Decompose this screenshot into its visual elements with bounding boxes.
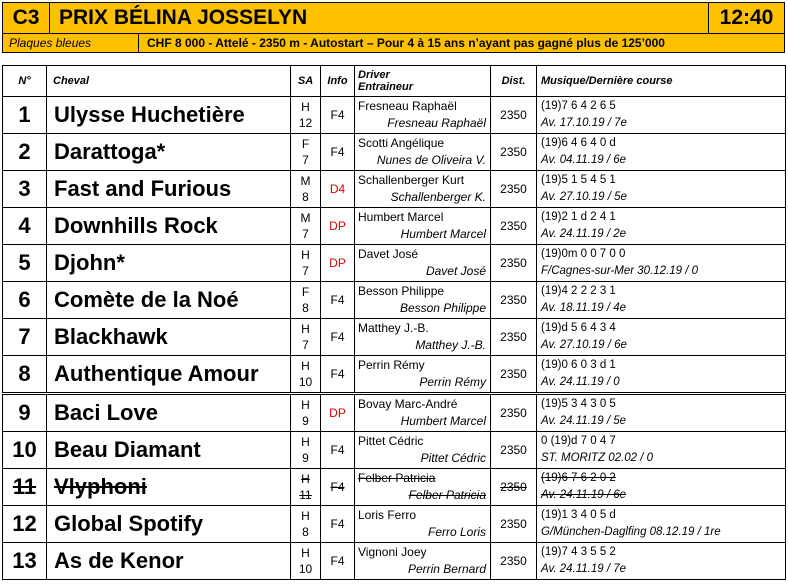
race-name: PRIX BÉLINA JOSSELYN — [59, 6, 308, 29]
horse-number: 4 — [3, 208, 47, 245]
music: 0 (19)d 7 0 4 7 — [541, 435, 616, 447]
horse-name: Baci Love — [47, 394, 291, 432]
horse-name: Downhills Rock — [47, 208, 291, 245]
horse-sex: F — [301, 285, 310, 299]
music: (19)d 5 6 4 3 4 — [541, 322, 616, 334]
driver-name: Schallenberger Kurt — [358, 173, 465, 187]
sex-age — [291, 282, 321, 319]
driver-name: Fresneau Raphaël — [358, 99, 457, 113]
trainer-name: Perrin Bernard — [407, 562, 486, 576]
music: (19)7 4 3 5 5 2 — [541, 546, 616, 558]
horse-sex: H — [301, 359, 310, 373]
table-row — [3, 97, 786, 134]
driver-trainer — [355, 506, 491, 543]
music: (19)0m 0 0 7 0 0 — [541, 248, 626, 260]
horse-name: Djohn* — [47, 245, 291, 282]
sex-age — [291, 245, 321, 282]
trainer-name: Besson Philippe — [399, 301, 486, 315]
driver-trainer — [355, 134, 491, 171]
horse-name: Beau Diamant — [47, 432, 291, 469]
trainer-name: Humbert Marcel — [400, 227, 486, 241]
driver-trainer — [355, 319, 491, 356]
driver-trainer — [355, 469, 491, 506]
horse-age: 9 — [302, 451, 309, 465]
music-last-race — [537, 134, 786, 171]
distance: 2350 — [491, 208, 537, 245]
music-last-race — [537, 543, 786, 580]
horse-sex: H — [301, 546, 310, 560]
table-row — [3, 394, 786, 432]
horse-number: 1 — [3, 97, 47, 134]
distance: 2350 — [491, 319, 537, 356]
race-time: 12:40 — [708, 3, 784, 33]
music-last-race — [537, 506, 786, 543]
music-last-race — [537, 469, 786, 506]
driver-name: Vignoni Joey — [358, 545, 427, 559]
music: (19)4 2 2 2 3 1 — [541, 285, 616, 297]
distance: 2350 — [491, 171, 537, 208]
horse-name: Fast and Furious — [47, 171, 291, 208]
horse-number: 2 — [3, 134, 47, 171]
table-row — [3, 469, 786, 506]
driver-name: Loris Ferro — [358, 508, 417, 522]
last-race: G/München-Daglfing 08.12.19 / 1re — [541, 526, 721, 538]
driver-trainer — [355, 171, 491, 208]
music: (19)6 4 6 4 0 d — [541, 137, 616, 149]
horse-number: 8 — [3, 356, 47, 394]
horse-age: 12 — [298, 116, 313, 130]
horse-age: 7 — [302, 227, 309, 241]
col-info: Info — [321, 66, 355, 97]
race-conditions: CHF 8 000 - Attelé - 2350 m - Autostart – Pour 4 à 15 ans n’ayant pas gagné plus de 125’000 — [138, 34, 665, 52]
music: (19)7 6 4 2 6 5 — [541, 100, 616, 112]
col-sa: SA — [291, 66, 321, 97]
last-race: Av. 24.11.19 / 0 — [541, 376, 620, 388]
col-num: N° — [3, 66, 47, 97]
table-row — [3, 319, 786, 356]
horse-sex: H — [301, 472, 310, 486]
trainer-name: Schallenberger K. — [390, 190, 486, 204]
driver-name: Besson Philippe — [358, 284, 445, 298]
last-race: Av. 24.11.19 / 5e — [541, 415, 627, 427]
music: (19)0 6 0 3 d 1 — [541, 359, 616, 371]
race-subheader — [2, 34, 785, 53]
horse-age: 7 — [302, 153, 309, 167]
driver-trainer — [355, 208, 491, 245]
sex-age — [291, 506, 321, 543]
driver-name: Scotti Angélique — [358, 136, 445, 150]
col-driver-trainer — [355, 66, 491, 97]
info-code: F4 — [321, 356, 355, 394]
distance: 2350 — [491, 282, 537, 319]
race-category: Plaques bleues — [9, 36, 92, 50]
info-code: F4 — [321, 469, 355, 506]
horse-age: 8 — [302, 190, 309, 204]
music-last-race — [537, 319, 786, 356]
music-last-race — [537, 356, 786, 394]
horse-name: Blackhawk — [47, 319, 291, 356]
trainer-name: Pittet Cédric — [420, 451, 486, 465]
horse-age: 11 — [299, 488, 312, 502]
horse-name: As de Kenor — [47, 543, 291, 580]
driver-trainer — [355, 432, 491, 469]
horse-number: 3 — [3, 171, 47, 208]
last-race: Av. 17.10.19 / 7e — [541, 117, 627, 129]
driver-name: Perrin Rémy — [358, 358, 425, 372]
driver-name: Felber Patricia — [358, 471, 436, 485]
horse-sex: H — [301, 248, 310, 262]
horse-sex: H — [301, 100, 310, 114]
sex-age — [291, 171, 321, 208]
distance: 2350 — [491, 394, 537, 432]
info-code: DP — [321, 394, 355, 432]
distance: 2350 — [491, 432, 537, 469]
race-header — [2, 2, 785, 34]
horse-name: Vlyphoni — [47, 469, 291, 506]
driver-trainer — [355, 356, 491, 394]
horse-number: 11 — [3, 469, 47, 506]
music: (19)1 3 4 0 5 d — [541, 509, 616, 521]
driver-name: Matthey J.-B. — [358, 321, 429, 335]
last-race: F/Cagnes-sur-Mer 30.12.19 / 0 — [541, 265, 699, 277]
horse-age: 9 — [302, 414, 309, 428]
last-race: Av. 04.11.19 / 6e — [541, 154, 627, 166]
sex-age — [291, 319, 321, 356]
last-race: Av. 24.11.19 / 7e — [541, 563, 627, 575]
horse-number: 13 — [3, 543, 47, 580]
music: (19)6 7 6 2 0 2 — [541, 472, 616, 484]
sex-age — [291, 208, 321, 245]
table-row — [3, 543, 786, 580]
sex-age — [291, 432, 321, 469]
horse-age: 8 — [302, 301, 309, 315]
horse-name: Ulysse Huchetière — [47, 97, 291, 134]
col-dist: Dist. — [491, 66, 537, 97]
table-row — [3, 134, 786, 171]
music-last-race — [537, 171, 786, 208]
col-trainer: Entraineur — [358, 81, 414, 93]
last-race: Av. 24.11.19 / 2e — [541, 228, 627, 240]
info-code: DP — [321, 208, 355, 245]
distance: 2350 — [491, 506, 537, 543]
last-race: Av. 18.11.19 / 4e — [541, 302, 627, 314]
horse-number: 10 — [3, 432, 47, 469]
driver-trainer — [355, 282, 491, 319]
music: (19)2 1 d 2 4 1 — [541, 211, 616, 223]
table-row — [3, 356, 786, 394]
driver-name: Davet José — [358, 247, 419, 261]
distance: 2350 — [491, 543, 537, 580]
horse-age: 10 — [298, 562, 313, 576]
info-code: F4 — [321, 134, 355, 171]
last-race: Av. 27.10.19 / 6e — [541, 339, 627, 351]
info-code: F4 — [321, 97, 355, 134]
driver-trainer — [355, 245, 491, 282]
horse-name: Darattoga* — [47, 134, 291, 171]
info-code: F4 — [321, 506, 355, 543]
col-horse: Cheval — [47, 66, 291, 97]
sex-age — [291, 543, 321, 580]
trainer-name: Matthey J.-B. — [415, 338, 486, 352]
info-code: F4 — [321, 432, 355, 469]
table-header-row — [3, 66, 786, 97]
table-row — [3, 282, 786, 319]
driver-name: Humbert Marcel — [358, 210, 444, 224]
horse-age: 7 — [302, 264, 309, 278]
table-row — [3, 245, 786, 282]
table-row — [3, 171, 786, 208]
driver-trainer — [355, 97, 491, 134]
horse-age: 8 — [302, 525, 309, 539]
music-last-race — [537, 432, 786, 469]
starters-table — [2, 65, 786, 580]
music-last-race — [537, 208, 786, 245]
table-row — [3, 208, 786, 245]
trainer-name: Ferro Loris — [427, 525, 486, 539]
driver-name: Bovay Marc-André — [358, 397, 458, 411]
trainer-name: Humbert Marcel — [400, 414, 486, 428]
horse-name: Global Spotify — [47, 506, 291, 543]
horse-number: 9 — [3, 394, 47, 432]
info-code: F4 — [321, 319, 355, 356]
trainer-name: Perrin Rémy — [419, 375, 486, 389]
music: (19)5 1 5 4 5 1 — [541, 174, 616, 186]
info-code: D4 — [321, 171, 355, 208]
horse-name: Authentique Amour — [47, 356, 291, 394]
driver-trainer — [355, 543, 491, 580]
last-race: ST. MORITZ 02.02 / 0 — [541, 452, 654, 464]
sex-age — [291, 134, 321, 171]
horse-number: 7 — [3, 319, 47, 356]
music-last-race — [537, 97, 786, 134]
horse-name: Comète de la Noé — [47, 282, 291, 319]
race-sheet — [2, 2, 785, 580]
horse-age: 7 — [302, 338, 309, 352]
horse-sex: H — [301, 435, 310, 449]
sex-age — [291, 97, 321, 134]
distance: 2350 — [491, 97, 537, 134]
horse-number: 6 — [3, 282, 47, 319]
table-row — [3, 432, 786, 469]
music-last-race — [537, 394, 786, 432]
trainer-name: Nunes de Oliveira V. — [376, 153, 486, 167]
horse-sex: H — [301, 509, 310, 523]
music-last-race — [537, 245, 786, 282]
horse-sex: F — [301, 137, 310, 151]
distance: 2350 — [491, 469, 537, 506]
last-race: Av. 27.10.19 / 5e — [541, 191, 627, 203]
horse-number: 5 — [3, 245, 47, 282]
sex-age — [291, 394, 321, 432]
music: (19)5 3 4 3 0 5 — [541, 398, 616, 410]
driver-name: Pittet Cédric — [358, 434, 424, 448]
last-race: Av. 24.11.19 / 6e — [541, 489, 627, 501]
horse-sex: M — [300, 211, 311, 225]
horse-sex: H — [301, 398, 310, 412]
info-code: F4 — [321, 543, 355, 580]
music-last-race — [537, 282, 786, 319]
distance: 2350 — [491, 356, 537, 394]
distance: 2350 — [491, 134, 537, 171]
horse-age: 10 — [298, 375, 313, 389]
table-row — [3, 506, 786, 543]
trainer-name: Felber Patricia — [408, 488, 486, 502]
col-driver: Driver — [358, 69, 390, 81]
sex-age — [291, 356, 321, 394]
info-code: DP — [321, 245, 355, 282]
horse-number: 12 — [3, 506, 47, 543]
horse-sex: H — [301, 322, 310, 336]
col-music: Musique/Dernière course — [537, 66, 786, 97]
horse-sex: M — [300, 174, 311, 188]
race-code: C3 — [3, 3, 50, 33]
driver-trainer — [355, 394, 491, 432]
trainer-name: Davet José — [425, 264, 486, 278]
trainer-name: Fresneau Raphaël — [387, 116, 486, 130]
info-code: F4 — [321, 282, 355, 319]
sex-age — [291, 469, 321, 506]
distance: 2350 — [491, 245, 537, 282]
